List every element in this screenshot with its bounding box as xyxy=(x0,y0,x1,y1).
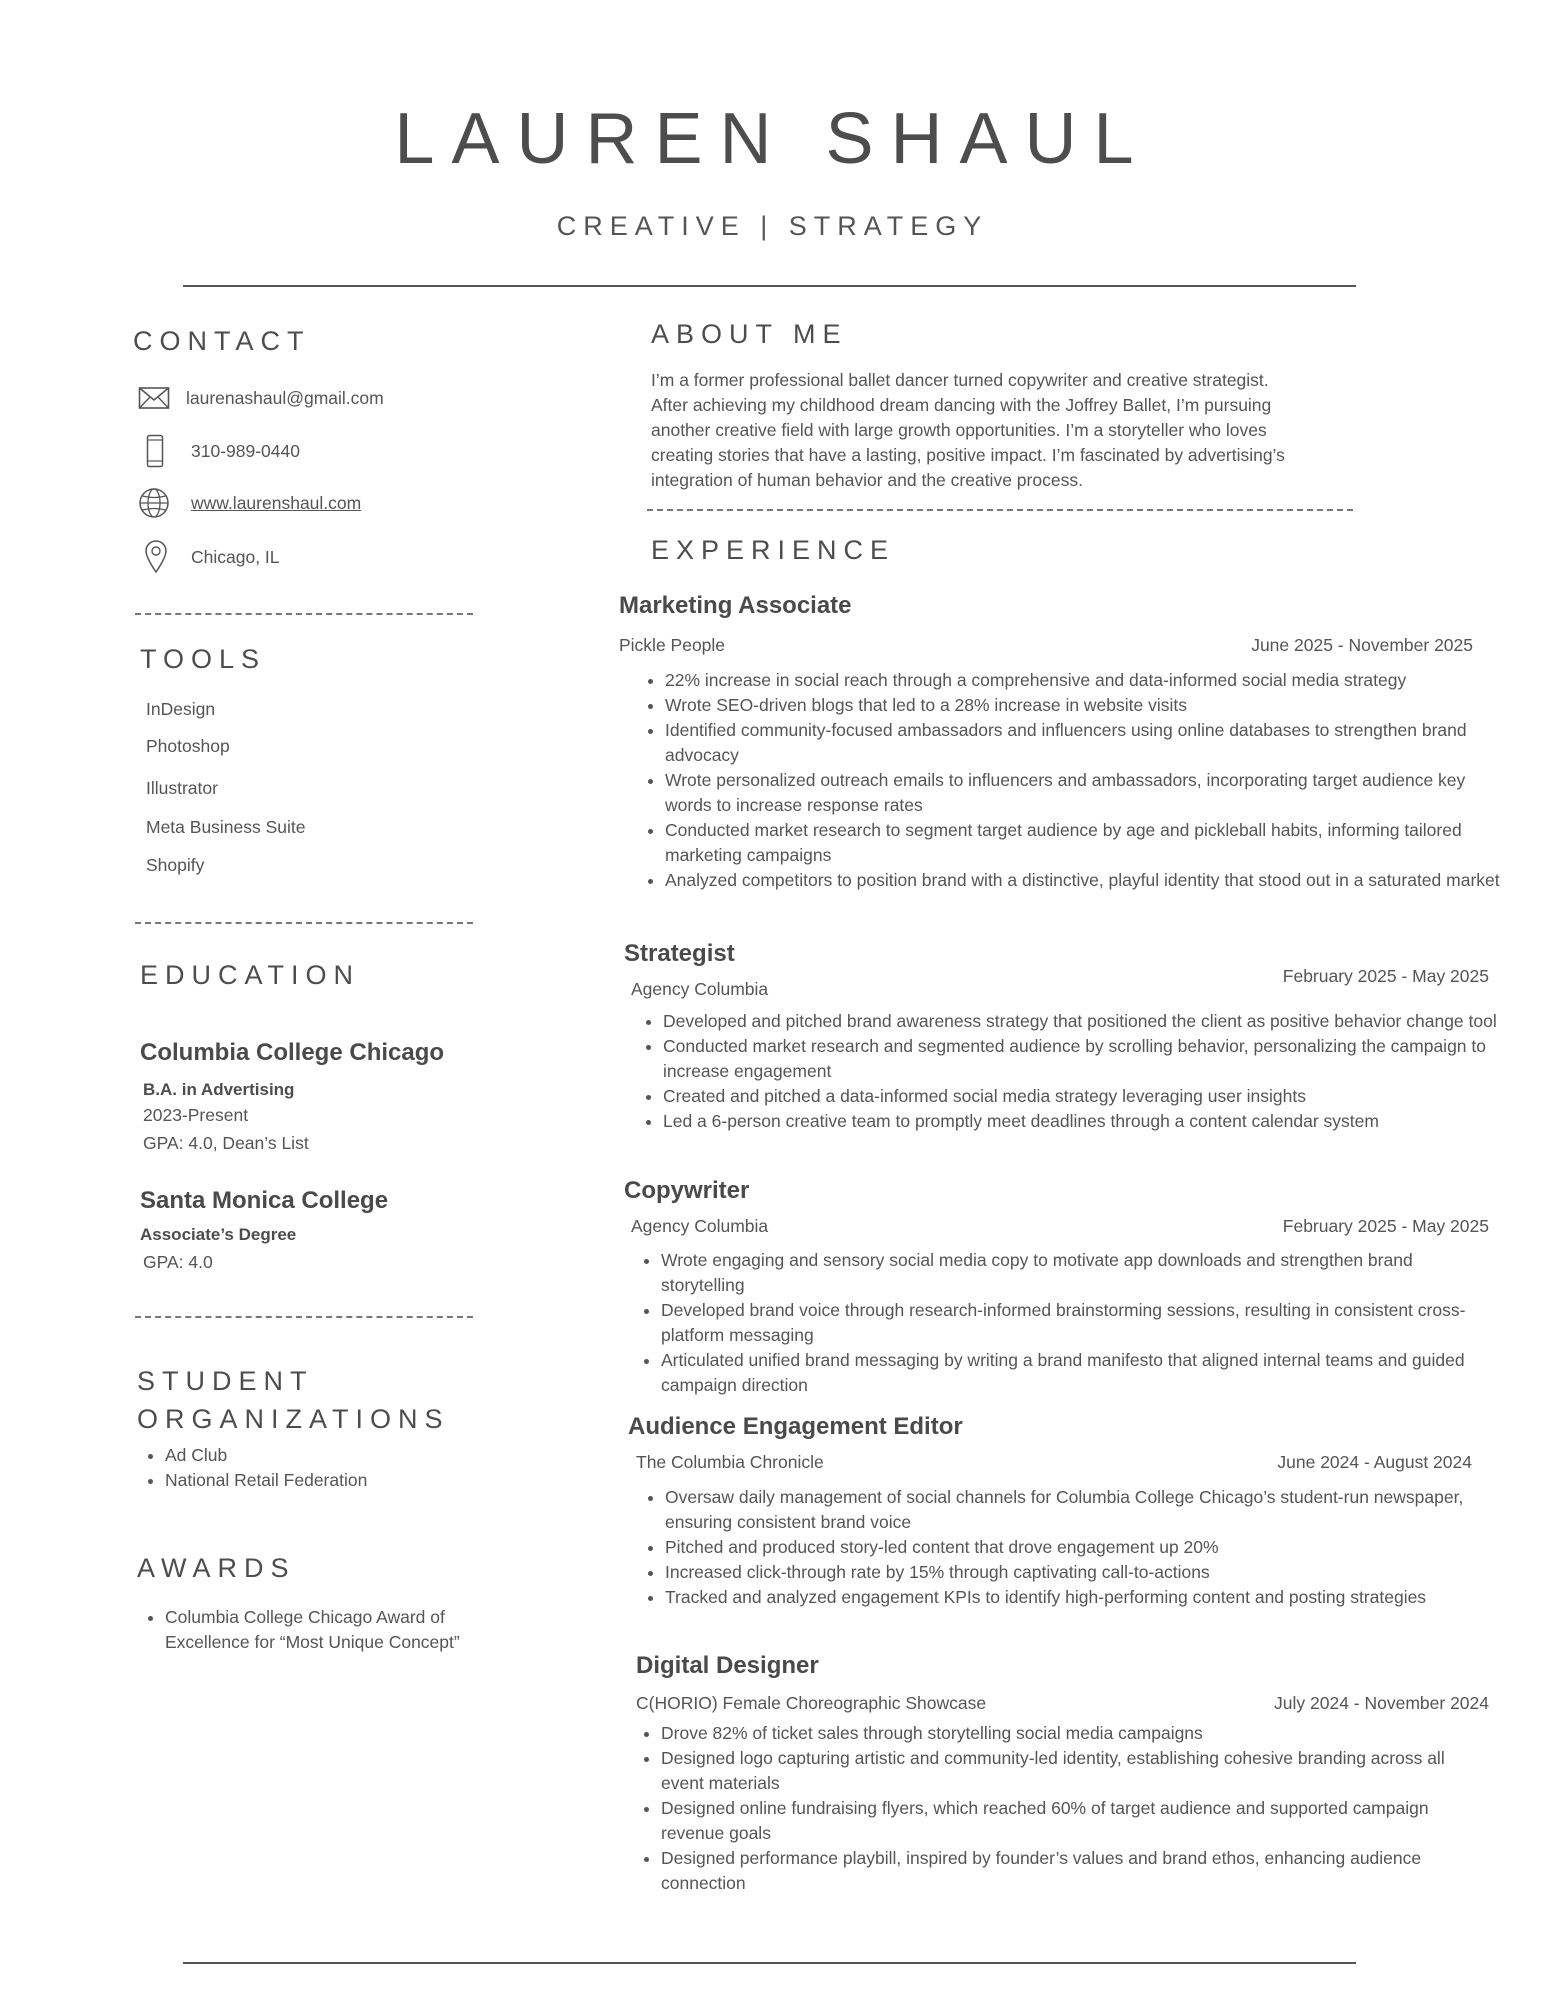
list-item: • Designed performance playbill, inspired by founder’s values and brand ethos, enhancing audience connection xyxy=(661,1846,1491,1896)
tool-item: Photoshop xyxy=(146,736,230,756)
job-bullets xyxy=(639,1721,1491,1896)
education-heading: EDUCATION xyxy=(140,960,361,990)
list-item: • Wrote SEO-driven blogs that led to a 28% increase in website visits xyxy=(665,693,1510,718)
tool-item: InDesign xyxy=(146,699,216,719)
list-item: • National Retail Federation xyxy=(165,1468,505,1493)
school-name: Santa Monica College xyxy=(140,1187,389,1214)
globe-icon xyxy=(138,487,170,519)
list-item: • Increased click-through rate by 15% through captivating call-to-actions xyxy=(665,1560,1485,1585)
job-company: Pickle People xyxy=(619,635,726,655)
school-name: Columbia College Chicago xyxy=(140,1039,445,1066)
website-link[interactable]: www.laurenshaul.com xyxy=(191,493,362,513)
awards-heading: AWARDS xyxy=(137,1553,296,1583)
list-item: • Wrote personalized outreach emails to influencers and ambassadors, incorporating target audience key words to increase response rates xyxy=(665,768,1510,818)
contact-heading: CONTACT xyxy=(133,326,311,356)
list-item: • Articulated unified brand messaging by writing a brand manifesto that aligned internal teams and guided campaign direction xyxy=(661,1348,1481,1398)
list-item: • Tracked and analyzed engagement KPIs to identify high-performing content and posting strategies xyxy=(665,1585,1485,1610)
tool-item: Shopify xyxy=(146,855,205,875)
job-bullets xyxy=(639,1248,1481,1398)
job-title: Digital Designer xyxy=(636,1652,819,1679)
about-paragraph xyxy=(651,368,1371,493)
tools-heading: TOOLS xyxy=(140,644,267,674)
list-item: • Wrote engaging and sensory social media copy to motivate app downloads and strengthen brand storytelling xyxy=(661,1248,1481,1298)
list-item: • Led a 6-person creative team to promptly meet deadlines through a content calendar system xyxy=(663,1109,1508,1134)
school-gpa: GPA: 4.0, Dean’s List xyxy=(143,1133,309,1153)
contact-divider xyxy=(135,613,473,615)
job-dates: February 2025 - May 2025 xyxy=(1282,1216,1489,1236)
job-bullets xyxy=(641,1009,1508,1134)
list-item: • Analyzed competitors to position brand with a distinctive, playful identity that stood out in a saturated market xyxy=(665,868,1510,893)
location-pin-icon xyxy=(144,540,168,574)
resume-tagline: CREATIVE | STRATEGY xyxy=(556,211,989,241)
list-item: • Conducted market research to segment target audience by age and pickleball habits, informing tailored marketing campaigns xyxy=(665,818,1510,868)
awards-list xyxy=(143,1605,515,1655)
organizations-list xyxy=(143,1443,505,1493)
footer-divider xyxy=(183,1962,1356,1964)
list-item: • Developed and pitched brand awareness strategy that positioned the client as positive behavior change tool xyxy=(663,1009,1508,1034)
email-link[interactable]: laurenashaul@gmail.com xyxy=(186,388,384,408)
job-dates: June 2025 - November 2025 xyxy=(1251,635,1473,655)
school-dates: 2023-Present xyxy=(143,1105,249,1125)
list-item: • Oversaw daily management of social channels for Columbia College Chicago’s student-run newspaper, ensuring consistent brand voice xyxy=(665,1485,1485,1535)
list-item: • Developed brand voice through research-informed brainstorming sessions, resulting in consistent cross-platform messaging xyxy=(661,1298,1481,1348)
envelope-icon xyxy=(138,386,170,410)
job-dates: June 2024 - August 2024 xyxy=(1277,1452,1472,1472)
list-item: • Ad Club xyxy=(165,1443,505,1468)
list-item: • Pitched and produced story-led content that drove engagement up 20% xyxy=(665,1535,1485,1560)
list-item: • Drove 82% of ticket sales through storytelling social media campaigns xyxy=(661,1721,1491,1746)
tool-item: Illustrator xyxy=(146,778,218,798)
about-heading: ABOUT ME xyxy=(651,319,848,349)
about-line: creating stories that have a lasting, positive impact. I’m fascinated by advertising’s xyxy=(651,445,1285,465)
about-line: another creative field with large growth opportunities. I’m a storyteller who loves xyxy=(651,420,1267,440)
resume-name: LAUREN SHAUL xyxy=(394,99,1151,179)
list-item: • Identified community-focused ambassadors and influencers using online databases to strengthen brand advocacy xyxy=(665,718,1510,768)
phone-icon xyxy=(146,434,164,468)
job-company: Agency Columbia xyxy=(631,979,769,999)
job-bullets xyxy=(643,1485,1485,1610)
list-item: • Designed online fundraising flyers, which reached 60% of target audience and supported campaign revenue goals xyxy=(661,1796,1491,1846)
list-item: • Conducted market research and segmented audience by scrolling behavior, personalizing the campaign to increase engagement xyxy=(663,1034,1508,1084)
location-text: Chicago, IL xyxy=(191,547,280,567)
about-line: I’m a former professional ballet dancer turned copywriter and creative strategist. xyxy=(651,370,1269,390)
about-line: integration of human behavior and the creative process. xyxy=(651,470,1083,490)
tools-divider xyxy=(135,922,473,924)
header-divider xyxy=(183,285,1356,287)
job-company: The Columbia Chronicle xyxy=(636,1452,824,1472)
tool-item: Meta Business Suite xyxy=(146,817,306,837)
list-item: • Columbia College Chicago Award of Excellence for “Most Unique Concept” xyxy=(165,1605,515,1655)
about-divider xyxy=(647,509,1353,511)
job-company: C(HORIO) Female Choreographic Showcase xyxy=(636,1693,987,1713)
experience-heading: EXPERIENCE xyxy=(651,535,896,565)
job-title: Audience Engagement Editor xyxy=(628,1413,963,1440)
list-item: • 22% increase in social reach through a comprehensive and data-informed social media strategy xyxy=(665,668,1510,693)
list-item: • Created and pitched a data-informed social media strategy leveraging user insights xyxy=(663,1084,1508,1109)
list-item: • Designed logo capturing artistic and community-led identity, establishing cohesive branding across all event materials xyxy=(661,1746,1491,1796)
school-degree: Associate’s Degree xyxy=(140,1225,297,1244)
organizations-heading-line1: STUDENT xyxy=(137,1366,314,1396)
job-bullets xyxy=(643,668,1510,893)
job-title: Strategist xyxy=(624,940,735,967)
education-divider xyxy=(135,1316,473,1318)
phone-number: 310-989-0440 xyxy=(191,441,300,461)
about-line: After achieving my childhood dream dancing with the Joffrey Ballet, I’m pursuing xyxy=(651,395,1272,415)
job-dates: February 2025 - May 2025 xyxy=(1282,966,1489,986)
job-dates: July 2024 - November 2024 xyxy=(1274,1693,1489,1713)
school-gpa: GPA: 4.0 xyxy=(143,1252,213,1272)
organizations-heading-line2: ORGANIZATIONS xyxy=(137,1404,450,1434)
job-title: Copywriter xyxy=(624,1177,750,1204)
job-title: Marketing Associate xyxy=(619,592,852,619)
school-degree: B.A. in Advertising xyxy=(143,1080,295,1099)
job-company: Agency Columbia xyxy=(631,1216,769,1236)
